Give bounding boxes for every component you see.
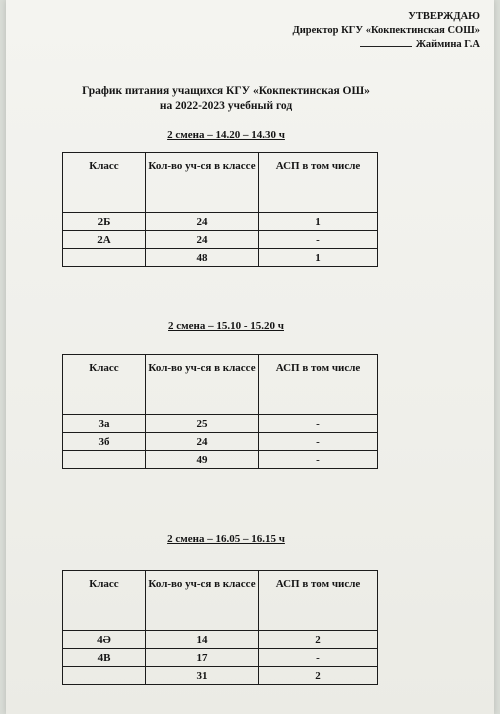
header-count: Кол-во уч-ся в классе xyxy=(146,355,259,415)
signature-line xyxy=(360,46,412,47)
title-line-2: на 2022-2023 учебный год xyxy=(159,100,293,112)
cell-class: 3б xyxy=(63,433,146,451)
schedule-table-2 xyxy=(62,354,378,469)
table-header-row xyxy=(63,571,378,631)
approve-name: Жаймина Г.А xyxy=(415,39,480,50)
title-line-1: График питания учащихся КГУ «Кокпектинская ОШ» xyxy=(82,85,370,97)
cell-asp: - xyxy=(259,231,378,249)
cell-asp: - xyxy=(259,433,378,451)
approve-position: Директор КГУ «Кокпектинская СОШ» xyxy=(292,25,480,36)
cell-asp: - xyxy=(259,451,378,469)
cell-asp: 2 xyxy=(259,667,378,685)
shift-heading-3: 2 смена – 16.05 – 16.15 ч xyxy=(167,533,285,545)
header-asp: АСП в том числе xyxy=(259,571,378,631)
shift-heading-1: 2 смена – 14.20 – 14.30 ч xyxy=(167,129,285,141)
table-row xyxy=(63,415,378,433)
table-header-row xyxy=(63,355,378,415)
document-title xyxy=(6,84,446,114)
table-row xyxy=(63,433,378,451)
schedule-table-1 xyxy=(62,152,378,267)
cell-class xyxy=(63,667,146,685)
table-header-row xyxy=(63,153,378,213)
cell-count: 24 xyxy=(146,433,259,451)
table-row xyxy=(63,631,378,649)
cell-class: 2А xyxy=(63,231,146,249)
table-row xyxy=(63,231,378,249)
shift-heading-2: 2 смена – 15.10 - 15.20 ч xyxy=(168,320,284,332)
cell-count: 24 xyxy=(146,213,259,231)
cell-asp: - xyxy=(259,649,378,667)
table-row xyxy=(63,649,378,667)
header-count: Кол-во уч-ся в классе xyxy=(146,571,259,631)
cell-class xyxy=(63,451,146,469)
document-page xyxy=(6,0,494,714)
cell-count: 14 xyxy=(146,631,259,649)
header-count: Кол-во уч-ся в классе xyxy=(146,153,259,213)
header-class: Класс xyxy=(63,571,146,631)
table-row xyxy=(63,213,378,231)
table-total-row xyxy=(63,667,378,685)
cell-asp: 2 xyxy=(259,631,378,649)
cell-class: 3а xyxy=(63,415,146,433)
cell-class: 4Ә xyxy=(63,631,146,649)
header-class: Класс xyxy=(63,355,146,415)
header-class: Класс xyxy=(63,153,146,213)
cell-class: 4В xyxy=(63,649,146,667)
cell-count: 49 xyxy=(146,451,259,469)
cell-asp: 1 xyxy=(259,249,378,267)
header-asp: АСП в том числе xyxy=(259,153,378,213)
cell-count: 17 xyxy=(146,649,259,667)
cell-count: 24 xyxy=(146,231,259,249)
cell-asp: 1 xyxy=(259,213,378,231)
approval-block xyxy=(293,10,480,52)
approve-word: УТВЕРЖДАЮ xyxy=(408,11,480,22)
table-total-row xyxy=(63,249,378,267)
approve-name-line xyxy=(293,38,480,52)
cell-class xyxy=(63,249,146,267)
header-asp: АСП в том числе xyxy=(259,355,378,415)
table-total-row xyxy=(63,451,378,469)
cell-count: 31 xyxy=(146,667,259,685)
cell-class: 2Б xyxy=(63,213,146,231)
cell-count: 25 xyxy=(146,415,259,433)
schedule-table-3 xyxy=(62,570,378,685)
cell-count: 48 xyxy=(146,249,259,267)
cell-asp: - xyxy=(259,415,378,433)
